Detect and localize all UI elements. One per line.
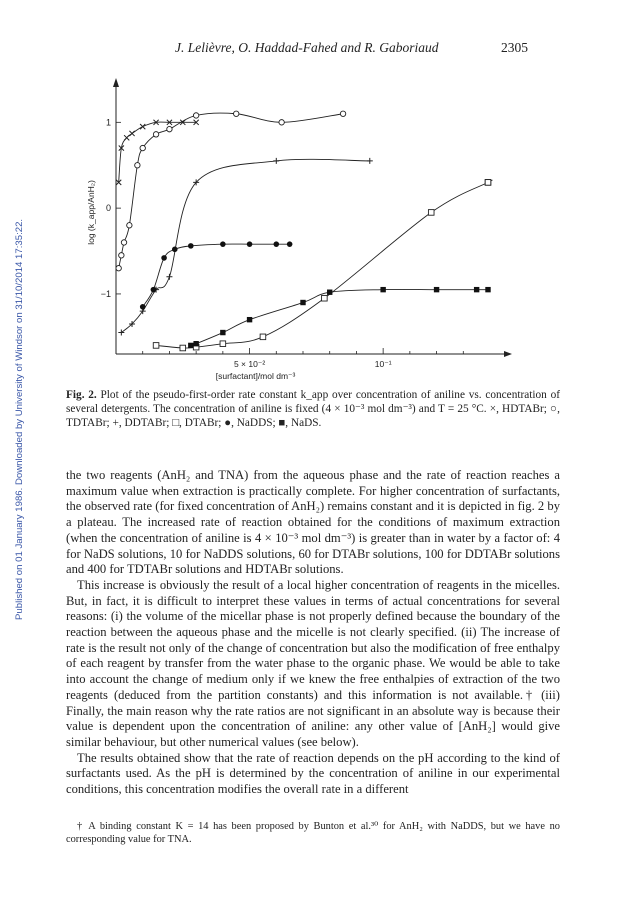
- point-nadds: [220, 241, 226, 247]
- point-nadds: [172, 247, 178, 253]
- point-nads: [434, 287, 439, 292]
- point-ddtabr: [166, 274, 172, 280]
- y-axis-arrow: [113, 78, 119, 87]
- paragraph-3: The results obtained show that the rate of reaction depends on the pH according to the kind of surfactants used. As the pH is determined by the concentration of aniline in our experimental conditions, this concentration modifies the overall rate in a different: [66, 750, 560, 797]
- point-nads: [193, 341, 198, 346]
- point-nadds: [161, 255, 167, 261]
- point-dtabr: [180, 345, 186, 351]
- point-tdtabr: [127, 223, 132, 228]
- point-tdtabr: [193, 113, 198, 118]
- figure-caption: [66, 388, 560, 430]
- x-axis-arrow: [504, 351, 512, 357]
- point-nads: [474, 287, 479, 292]
- point-nadds: [247, 241, 253, 247]
- chart-labels: [86, 117, 392, 381]
- rate-constant-chart: [80, 68, 520, 381]
- point-nads: [220, 330, 225, 335]
- y-tick-label: −1: [100, 288, 111, 299]
- x-tick-label: 10⁻¹: [374, 359, 392, 369]
- point-tdtabr: [135, 163, 140, 168]
- point-tdtabr: [116, 265, 121, 270]
- point-nads: [485, 287, 490, 292]
- point-ddtabr: [273, 158, 279, 164]
- figure-2: [80, 68, 520, 381]
- caption-text: Plot of the pseudo-first-order rate constant k_app over concentration of aniline vs. concentration of several detergents. The concentration of aniline is fixed (4 × 10⁻³ mol dm⁻³) and T = 25 °C. ×, HDTABr; ○, TDTABr; +, DDTABr; □, DTABr; ●, NaDDS; ■, NaDS.: [66, 389, 560, 429]
- page-header: [0, 40, 624, 60]
- point-dtabr: [153, 343, 159, 349]
- watermark-text: Published on 01 January 1986. Downloaded by University of Windsor on 31/10/2014 17:35:22.: [14, 218, 25, 620]
- point-nadds: [188, 243, 194, 249]
- point-tdtabr: [279, 120, 284, 125]
- point-tdtabr: [140, 145, 145, 150]
- point-hdtabr: [140, 124, 145, 129]
- point-hdtabr: [124, 135, 129, 140]
- point-dtabr: [260, 334, 266, 340]
- body-text: [66, 468, 560, 798]
- footnote: † A binding constant K = 14 has been proposed by Bunton et al.³⁰ for AnH₂ with NaDDS, but we have no corresponding value for TNA.: [66, 821, 560, 845]
- point-nadds: [273, 241, 279, 247]
- caption-label: Fig. 2.: [66, 389, 97, 401]
- point-tdtabr: [340, 111, 345, 116]
- point-tdtabr: [234, 111, 239, 116]
- chart-marks: [116, 111, 491, 351]
- curve-nads: [191, 289, 488, 345]
- point-ddtabr: [367, 158, 373, 164]
- point-nads: [188, 343, 193, 348]
- point-nadds: [287, 241, 293, 247]
- y-tick-label: 0: [105, 203, 111, 214]
- x-axis-label: [surfactant]/mol dm⁻³: [215, 371, 296, 381]
- point-dtabr: [485, 180, 491, 186]
- point-dtabr: [220, 341, 226, 347]
- point-dtabr: [428, 210, 434, 216]
- chart-axes: [113, 78, 512, 357]
- point-tdtabr: [167, 126, 172, 131]
- point-tdtabr: [153, 132, 158, 137]
- download-watermark: [4, 150, 25, 620]
- running-head: J. Lelièvre, O. Haddad-Fahed and R. Gaboriaud: [175, 40, 439, 55]
- curve-ddtabr: [121, 159, 369, 332]
- paragraph-2: This increase is obviously the result of a local higher concentration of reagents in the micelles. But, in fact, it is difficult to interpret these values in terms of actual concentrations for several reasons: (i) the volume of the micellar phase is not properly defined because the boundary of the reaction between the aqueous phase and the micelle is not clearly specified. (ii) The increase of rate is the result not only of the change of concentration but also the modification of free enthalpy of each reagent by transfer from the water phase to the organic phase. We would be able to take into account the change of medium only if we knew the free enthalpies of extraction of the two reagents (deduced from the partition constants) and this information is not available.† (iii) Finally, the main reason why the rate ratios are not significant in an absolute way is because their value is dependent upon the concentration of aniline: any other value of [AnH₂] would give similar behaviour, but other numerical values (see below).: [66, 577, 560, 749]
- point-nads: [327, 290, 332, 295]
- point-nadds: [140, 304, 146, 310]
- point-hdtabr: [129, 131, 134, 136]
- curve-dtabr: [156, 180, 492, 348]
- curve-nadds: [143, 244, 290, 307]
- point-nads: [380, 287, 385, 292]
- page-number: 2305: [501, 40, 528, 55]
- y-axis-label: log (k_app/AnH₂): [86, 180, 96, 245]
- point-dtabr: [322, 295, 328, 301]
- point-tdtabr: [121, 240, 126, 245]
- point-nadds: [151, 287, 157, 293]
- paragraph-1: the two reagents (AnH₂ and TNA) from the aqueous phase and the rate of reaction reaches a maximum value when extraction is practically complete. For higher concentration of surfactants, the observed rate (for fixed concentration of AnH₂) remains constant and it is depicted in fig. 2 by a plateau. The increased rate of reaction obtained for the conditions of maximum extraction (when the concentration of aniline is 4 × 10⁻³ mol dm⁻³) is greater than in water by a factor of: 4 for NaDS solutions, 10 for NaDDS solutions, 60 for DTABr solutions, 100 for DDTABr solutions and 400 for TDTABr solutions and HDTABr solutions.: [66, 468, 560, 577]
- x-tick-label: 5 × 10⁻²: [233, 359, 266, 369]
- point-nads: [247, 317, 252, 322]
- point-nads: [300, 300, 305, 305]
- curve-tdtabr: [119, 113, 343, 268]
- chart-curves: [119, 113, 493, 348]
- y-tick-label: 1: [105, 117, 111, 128]
- point-tdtabr: [119, 253, 124, 258]
